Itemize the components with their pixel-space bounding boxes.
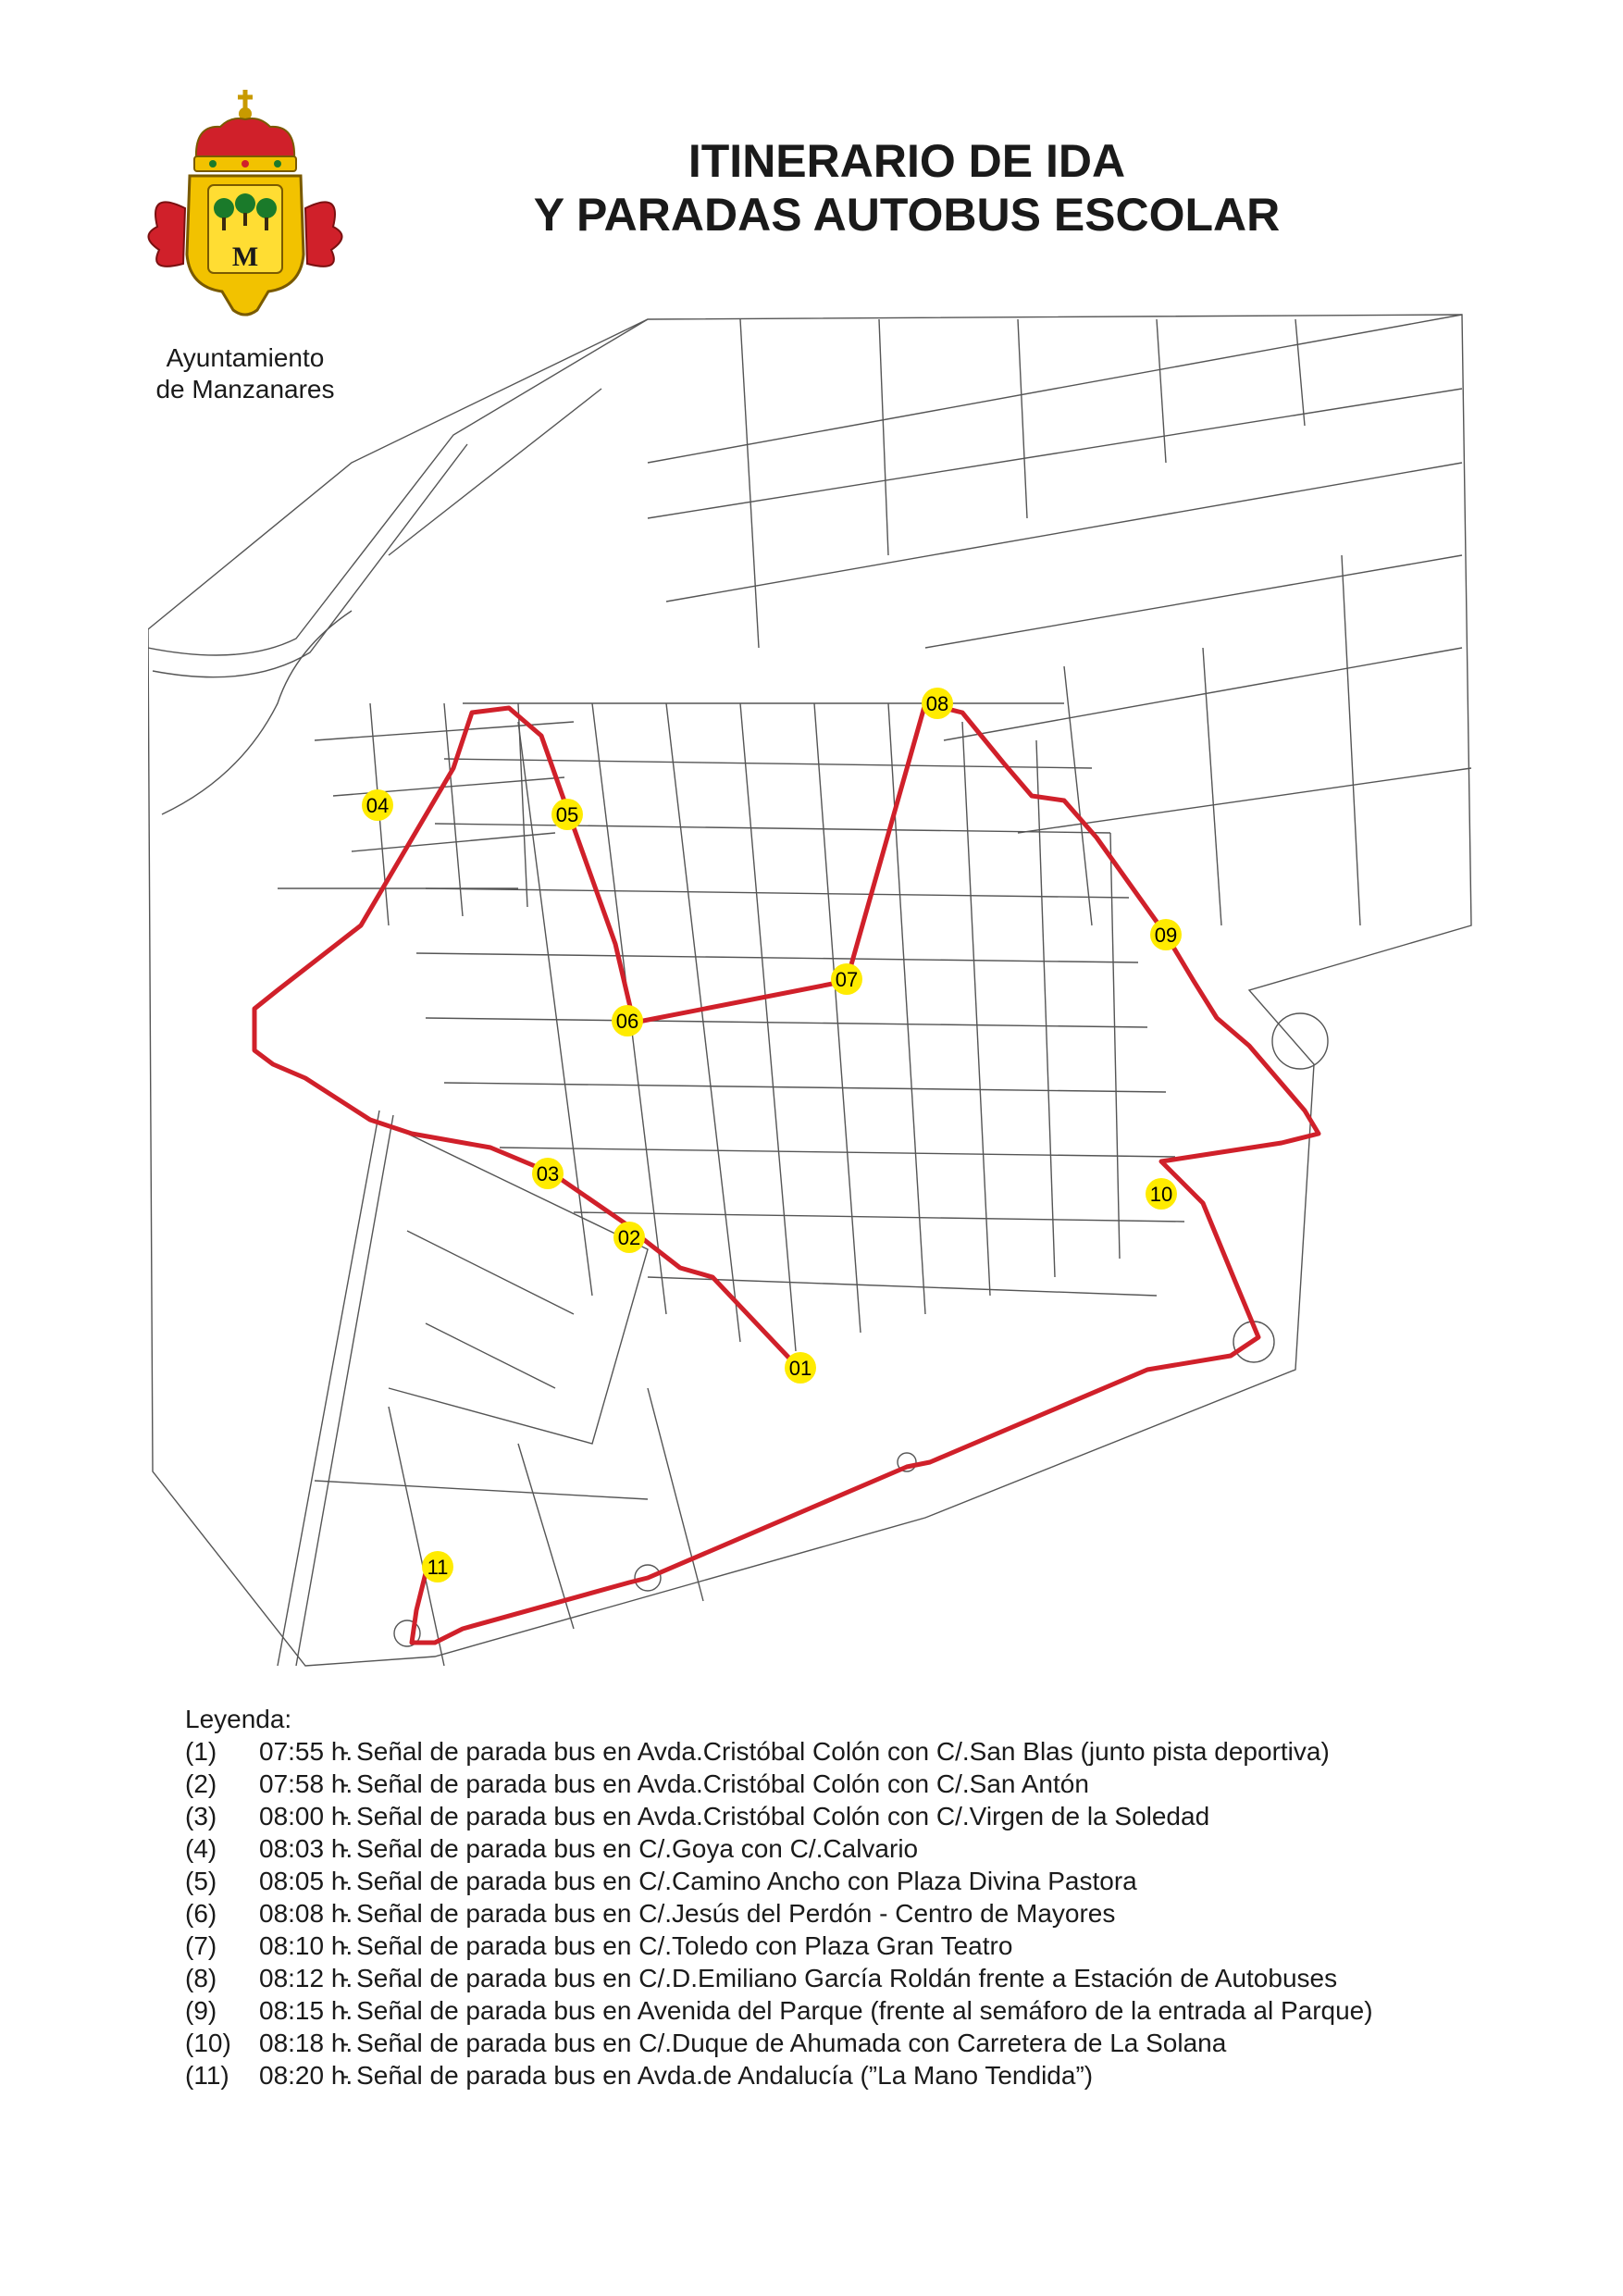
legend-time: 08:20 h.: [259, 2061, 353, 2090]
legend-heading: Leyenda:: [185, 1705, 292, 1733]
legend-time: 07:58 h.: [259, 1769, 353, 1798]
legend-item: [185, 1735, 1527, 1768]
legend-time: 08:05 h.: [259, 1867, 353, 1895]
bus-stop-marker[interactable]: [1146, 1178, 1177, 1210]
legend-text: - Señal de parada bus en C/.D.Emiliano García Roldán frente a Estación de Autobuses: [341, 1964, 1338, 1992]
legend-item: [185, 1930, 1527, 1962]
org-line-1: Ayuntamiento: [166, 343, 325, 372]
legend-num: (4): [185, 1834, 217, 1863]
legend-item: [185, 1962, 1527, 1994]
title-line-1: ITINERARIO DE IDA: [688, 135, 1126, 187]
legend-num: (1): [185, 1737, 217, 1766]
legend-time: 08:10 h.: [259, 1931, 353, 1960]
legend-num: (7): [185, 1931, 217, 1960]
legend-item: [185, 2059, 1527, 2091]
legend-item: [185, 1994, 1527, 2027]
bus-stop-marker[interactable]: [551, 799, 583, 830]
legend-item: [185, 1832, 1527, 1865]
legend-item: [185, 1897, 1527, 1930]
route-map: [148, 310, 1481, 1689]
logo-letter: M: [231, 242, 259, 272]
stop-label: 03: [536, 1162, 560, 1185]
legend-num: (6): [185, 1899, 217, 1928]
coat-of-arms-icon: [139, 88, 352, 329]
legend-item: [185, 2027, 1527, 2059]
bus-stop-marker[interactable]: [831, 963, 862, 995]
legend-time: 08:18 h.: [259, 2029, 353, 2057]
page-title: [444, 134, 1369, 242]
legend-item: [185, 1768, 1527, 1800]
legend-text: - Señal de parada bus en C/.Jesús del Perdón - Centro de Mayores: [341, 1899, 1116, 1928]
legend-time: 08:03 h.: [259, 1834, 353, 1863]
legend-num: (2): [185, 1769, 217, 1798]
legend-text: - Señal de parada bus en Avda.Cristóbal Colón con C/.San Antón: [341, 1769, 1089, 1798]
legend-text: - Señal de parada bus en Avda.Cristóbal Colón con C/.San Blas (junto pista deportiva): [341, 1737, 1330, 1766]
stop-label: 07: [835, 968, 859, 991]
legend-text: - Señal de parada bus en C/.Camino Ancho con Plaza Divina Pastora: [341, 1867, 1137, 1895]
legend-num: (11): [185, 2061, 229, 2090]
legend-text: - Señal de parada bus en C/.Toledo con Plaza Gran Teatro: [341, 1931, 1013, 1960]
legend-time: 07:55 h.: [259, 1737, 353, 1766]
crown-icon: [194, 90, 296, 171]
legend-num: (3): [185, 1802, 217, 1831]
legend-num: (10): [185, 2029, 231, 2057]
stop-label: 10: [1149, 1183, 1173, 1206]
legend-text: - Señal de parada bus en C/.Goya con C/.Calvario: [341, 1834, 919, 1863]
bus-stop-marker[interactable]: [613, 1222, 645, 1253]
bus-stop-marker[interactable]: [785, 1352, 816, 1384]
legend-text: - Señal de parada bus en Avenida del Parque (frente al semáforo de la entrada al Parque): [341, 1996, 1373, 2025]
legend-num: (9): [185, 1996, 217, 2025]
legend-item: [185, 1800, 1527, 1832]
org-line-2: de Manzanares: [155, 375, 335, 403]
stop-label: 11: [427, 1556, 449, 1579]
bus-stops: [362, 688, 1182, 1582]
legend-time: 08:08 h.: [259, 1899, 353, 1928]
stop-label: 08: [925, 692, 949, 715]
legend-time: 08:00 h.: [259, 1802, 353, 1831]
legend-text: - Señal de parada bus en Avda.de Andalucía (”La Mano Tendida”): [341, 2061, 1094, 2090]
stop-label: 02: [617, 1226, 641, 1249]
stop-label: 06: [615, 1010, 639, 1033]
legend-time: 08:15 h.: [259, 1996, 353, 2025]
title-line-2: Y PARADAS AUTOBUS ESCOLAR: [533, 189, 1281, 241]
legend-item: [185, 1865, 1527, 1897]
stop-label: 01: [788, 1357, 812, 1380]
stop-label: 09: [1154, 924, 1178, 947]
bus-stop-marker[interactable]: [422, 1551, 453, 1582]
bus-stop-marker[interactable]: [362, 789, 393, 821]
bus-stop-marker[interactable]: [1150, 919, 1182, 950]
stop-label: 04: [365, 794, 390, 817]
bus-stop-marker[interactable]: [612, 1005, 643, 1036]
bus-stop-marker[interactable]: [532, 1158, 564, 1189]
legend-num: (5): [185, 1867, 217, 1895]
stop-label: 05: [555, 803, 579, 826]
legend-num: (8): [185, 1964, 217, 1992]
legend-time: 08:12 h.: [259, 1964, 353, 1992]
bus-route: [254, 703, 1319, 1643]
legend-text: - Señal de parada bus en C/.Duque de Ahumada con Carretera de La Solana: [341, 2029, 1227, 2057]
bus-stop-marker[interactable]: [922, 688, 953, 719]
legend-text: - Señal de parada bus en Avda.Cristóbal Colón con C/.Virgen de la Soledad: [341, 1802, 1210, 1831]
legend: [185, 1703, 1527, 2091]
